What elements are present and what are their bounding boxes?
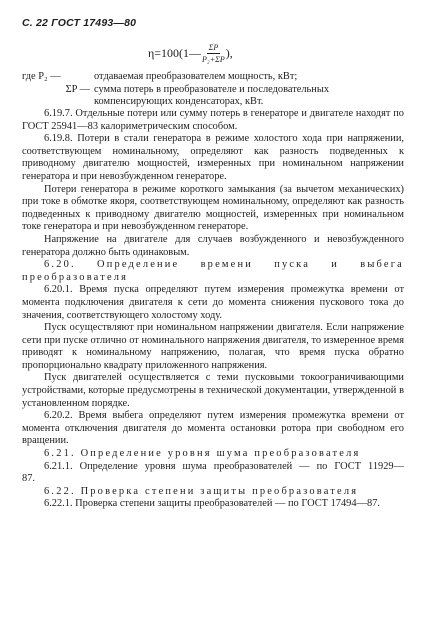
formula-lhs: η=100(1— — [148, 46, 202, 60]
paragraph-6-20-2: 6.20.2. Время выбега определяют путем измерения промежутка времени от момента отключения двигателя до момента остановки ротора при свободном его вращении. — [22, 410, 404, 447]
efficiency-formula — [148, 43, 233, 64]
definition-text: отдаваемая преобразователем мощность, кВт; — [94, 71, 298, 82]
body-text — [22, 108, 404, 511]
section-heading-6-21: 6.21. Определение уровня шума преобразователя — [44, 448, 361, 460]
definition-row — [22, 71, 404, 84]
formula-denominator: P₂+ΣP — [202, 55, 225, 64]
paragraph-start-devices: Пуск двигателей осуществляется с теми пусковыми токоограничивающими устройствами, которые предусмотрены в технической документации, утвержденной в установленном порядке. — [22, 372, 404, 409]
paragraph-short-circuit-losses: Потери генератора в режиме короткого замыкания (за вычетом механических) при токе в обмотке якоря, соответствующем номинальному, определяют как разность подведенных к приводному двигателю мощностей, измеренных при номинальном токе генератора и при невозбужденном генераторе. — [22, 183, 404, 233]
page-header: С. 22 ГОСТ 17493—80 — [22, 17, 137, 29]
definition-row — [22, 84, 404, 109]
formula-numerator: ΣP — [208, 43, 219, 52]
paragraph-6-19-7: 6.19.7. Отдельные потери или сумму потерь в генераторе и двигателе находят по ГОСТ 25941—83 калориметрическим способом. — [22, 108, 404, 132]
paragraph-6-22-1: 6.22.1. Проверка степени защиты преобразователей — по ГОСТ 17494—87. — [44, 498, 380, 510]
definition-text: сумма потерь в преобразователе и последовательных компенсирующих конденсаторах, кВт. — [94, 83, 330, 108]
definition-symbol: где P₂ — — [22, 71, 61, 82]
paragraph-start-voltage: Пуск осуществляют при номинальном напряжении двигателя. Если напряжение сети при пуске отлично от номинального напряжения двигателя, то измеренное время приводят к номинальному напряжению, полагая, что время пуска обратно пропорционально квадрату приложенного напряжения. — [22, 322, 404, 371]
paragraph-motor-voltage: Напряжение на двигателе для случаев возбужденного и невозбужденного генератора должно быть одинаковым. — [22, 233, 404, 258]
paragraph-6-20-1: 6.20.1. Время пуска определяют путем измерения промежутка времени от момента подключения двигателя к сети до момента снижения пускового тока до значения, соответствующего холостому ходу. — [22, 284, 404, 321]
section-heading-6-20: 6.20. Определение времени пуска и выбега преобразователя — [22, 259, 404, 283]
definition-symbol: ΣP — — [65, 83, 90, 95]
paragraph-6-19-8: 6.19.8. Потери в стали генератора в режиме холостого хода при напряжении, соответствующем номинальному, определяют как разность подведенных к приводному двигателю мощностей, измеренных при номинальном напряжении генератора и при невозбужденном генераторе. — [22, 133, 404, 182]
paragraph-6-21-1: 6.21.1. Определение уровня шума преобразователей — по ГОСТ 11929—87. — [22, 460, 404, 485]
formula-rhs: ), — [225, 46, 233, 60]
section-heading-6-22: 6.22. Проверка степени защиты преобразователя — [44, 485, 359, 497]
formula-fraction — [202, 43, 225, 64]
formula-definitions — [22, 71, 404, 109]
